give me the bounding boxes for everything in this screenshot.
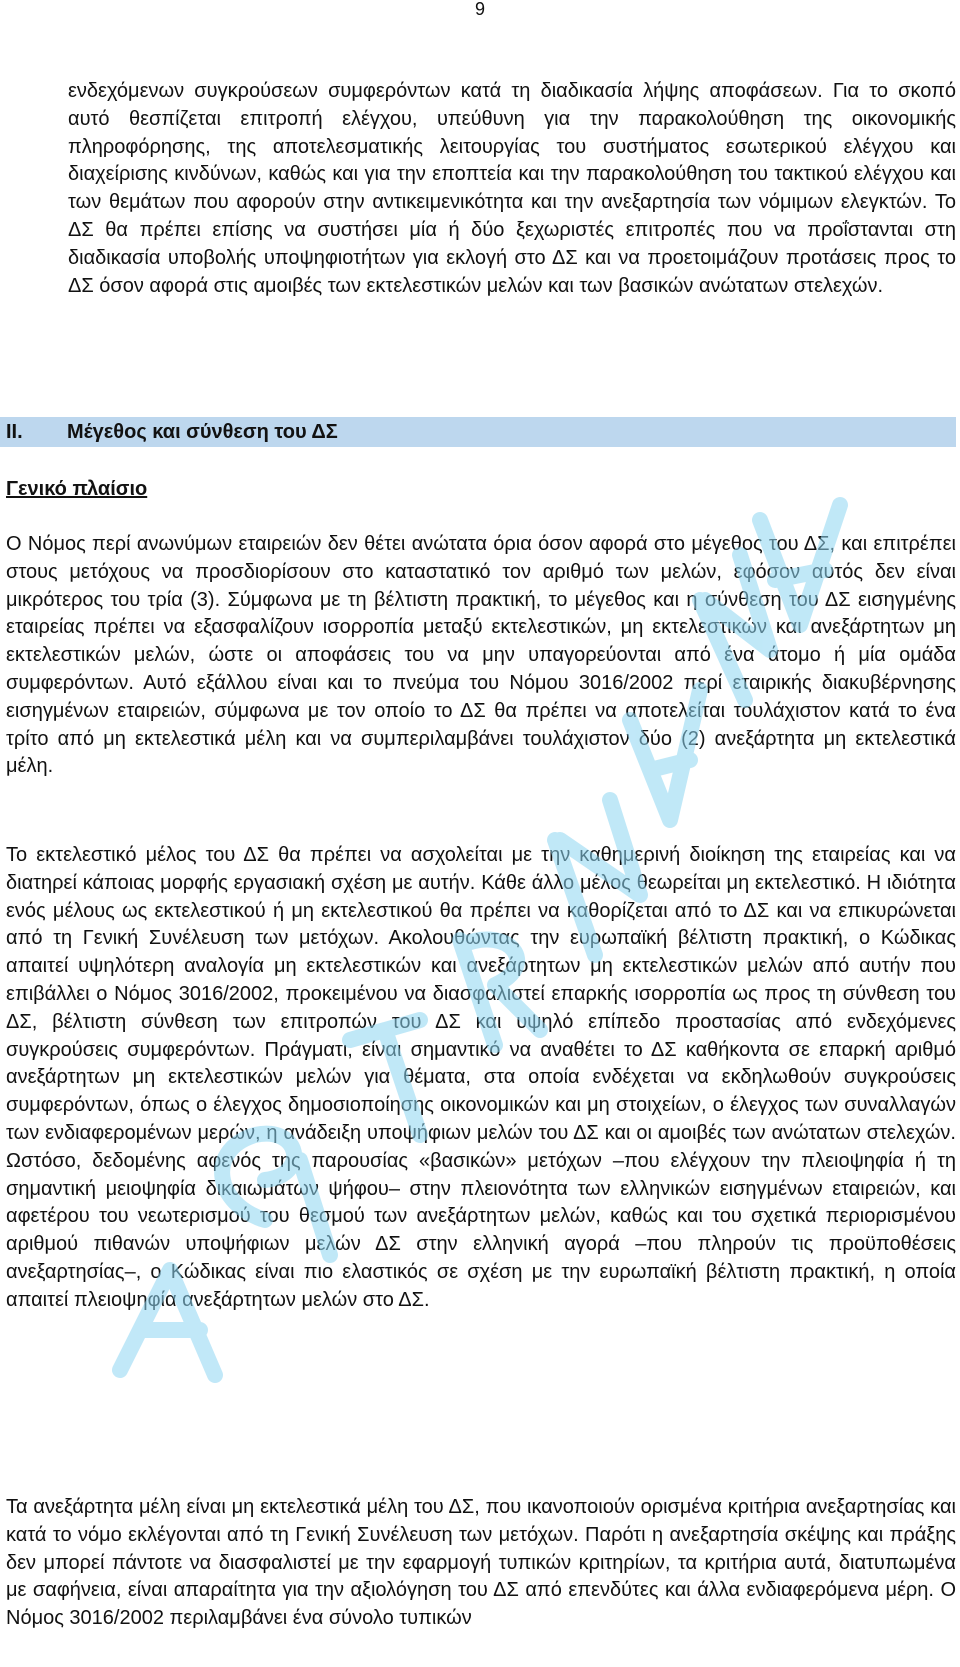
body-paragraph-1-container (6, 531, 956, 781)
intro-paragraph-container (6, 78, 956, 300)
section-heading-band (0, 417, 956, 447)
body-paragraph: Ο Νόμος περί ανωνύμων εταιρειών δεν θέτει ανώτατα όρια όσον αφορά στο μέγεθος του ΔΣ, και επιτρέπει στους μετόχους να προσδιορίσουν στο καταστατικό τον αριθμό των μελών, εφόσον αυτός δεν είναι μικρότερος του τρία (3). Σύμφωνα με τη βέλτιστη πρακτική, το μέγεθος και η σύνθεση του ΔΣ εισηγμένης εταιρείας πρέπει να εξασφαλίζουν ισορροπία μεταξύ εκτελεστικών, μη εκτελεστικών και ανεξάρτητων μη εκτελεστικών μελών, ώστε οι αποφάσεις του να μην υπαγορεύονται από ένα άτομο ή μία ομάδα συμφερόντων. Αυτό εξάλλου είναι και το πνεύμα του Νόμου 3016/2002 περί εταιρικής διακυβέρνησης εισηγμένων εταιρειών, σύμφωνα με τον οποίο το ΔΣ θα πρέπει να αποτελείται τουλάχιστον κατά το ένα τρίτο από μη εκτελεστικά μέλη και να συμπεριλαμβάνει τουλάχιστον δύο (2) ανεξάρτητα μη εκτελεστικά μέλη. (6, 533, 956, 778)
body-paragraph-3-container (6, 1494, 956, 1633)
intro-paragraph: ενδεχόμενων συγκρούσεων συμφερόντων κατά τη διαδικασία λήψης αποφάσεων. Για το σκοπό αυτό θεσπίζεται επιτροπή ελέγχου, υπεύθυνη για την παρακολούθηση της οικονομικής πληροφόρησης, της αποτελεσματικής λειτουργίας του συστήματος εσωτερικού ελέγχου και διαχείρισης κινδύνων, καθώς και για την εποπτεία και την παρακολούθηση του τακτικού ελέγχου και των θεμάτων που αφορούν στην αντικειμενικότητα και την ανεξαρτησία των νόμιμων ελεγκτών. Το ΔΣ θα πρέπει επίσης να συστήσει μία ή δύο ξεχωριστές επιτροπές που να προΐστανται στη διαδικασία υποβολής υποψηφιοτήτων για εκλογή στο ΔΣ και να προετοιμάζουν προτάσεις προς το ΔΣ όσον αφορά στις αμοιβές των εκτελεστικών μελών και των βασικών ανώτατων στελεχών. (68, 80, 956, 297)
body-paragraph: Το εκτελεστικό μέλος του ΔΣ θα πρέπει να ασχολείται με την καθημερινή διοίκηση της εταιρείας και να διατηρεί κάποιας μορφής εργασιακή σχέση με αυτήν. Κάθε άλλο μέλος θεωρείται μη εκτελεστικό. Η ιδιότητα ενός μέλους ως εκτελεστικού ή μη εκτελεστικού θα πρέπει να καθορίζεται από το ΔΣ και να επικυρώνεται από τη Γενική Συνέλευση των μετόχων. Ακολουθώντας την ευρωπαϊκή βέλτιστη πρακτική, ο Κώδικας απαιτεί υψηλότερη αναλογία μη εκτελεστικών και ανεξάρτητων μη εκτελεστικών μελών από αυτήν που επιβάλλει ο Νόμος 3016/2002, προκειμένου να διασφαλιστεί επαρκής ισορροπία ως προς τη σύνθεση του ΔΣ, βέλτιστη σύνθεση των επιτροπών του ΔΣ και υψηλό επίπεδο προστασίας από ενδεχόμενες συγκρούσεις συμφερόντων. Πράγματι, είναι σημαντικό να αναθέτει το ΔΣ καθήκοντα σε επαρκή αριθμό ανεξάρτητων μη εκτελεστικών μελών για θέματα, στα οποία ενδέχεται να εκδηλωθούν συγκρούσεις συμφερόντων, όπως ο έλεγχος δημοσιοποίησης οικονομικών και μη στοιχείων, ο έλεγχος των συναλλαγών των ενδιαφερομένων μερών, η ανάδειξη υποψήφιων μελών του ΔΣ και οι αμοιβές των ανώτατων στελεχών. Ωστόσο, δεδομένης αφενός της παρουσίας «βασικών» μετόχων –που ελέγχουν την πλειοψηφία ή τη σημαντική μειοψηφία δικαιωμάτων ψήφου– στην πλειονότητα των ελληνικών εισηγμένων εταιρειών, και αφετέρου του νεωτερισμού του θεσμού των ανεξάρτητων μελών, καθώς και του σχετικά περιορισμένου αριθμού πιθανών υποψήφιων μελών ΔΣ στην ελληνική αγορά –που πληρούν τις προϋποθέσεις ανεξαρτησίας–, ο Κώδικας είναι πιο ελαστικός σε σχέση με την ευρωπαϊκή βέλτιστη πρακτική, η οποία απαιτεί πλειοψηφία ανεξάρτητων μελών στο ΔΣ. (6, 844, 956, 1311)
page-number: 9 (474, 0, 485, 19)
subheading: Γενικό πλαίσιο (6, 478, 148, 500)
body-paragraph: Τα ανεξάρτητα μέλη είναι μη εκτελεστικά μέλη του ΔΣ, που ικανοποιούν ορισμένα κριτήρια ανεξαρτησίας και κατά το νόμο εκλέγονται από τη Γενική Συνέλευση των μετόχων. Παρότι η ανεξαρτησία σκέψης και πράξης δεν μπορεί πάντοτε να διασφαλιστεί με την εφαρμογή τυπικών κριτηρίων, τα κριτήρια αυτά, διατυπωμένα με σαφήνεια, είναι απαραίτητα για την αξιολόγηση του ΔΣ από επενδύτες και άλλα ενδιαφερόμενα μέρη. Ο Νόμος 3016/2002 περιλαμβάνει ένα σύνολο τυπικών (6, 1496, 956, 1630)
section-number: II. (6, 421, 23, 443)
section-title: Μέγεθος και σύνθεση του ΔΣ (67, 421, 338, 443)
body-paragraph-2-container (6, 842, 956, 1315)
